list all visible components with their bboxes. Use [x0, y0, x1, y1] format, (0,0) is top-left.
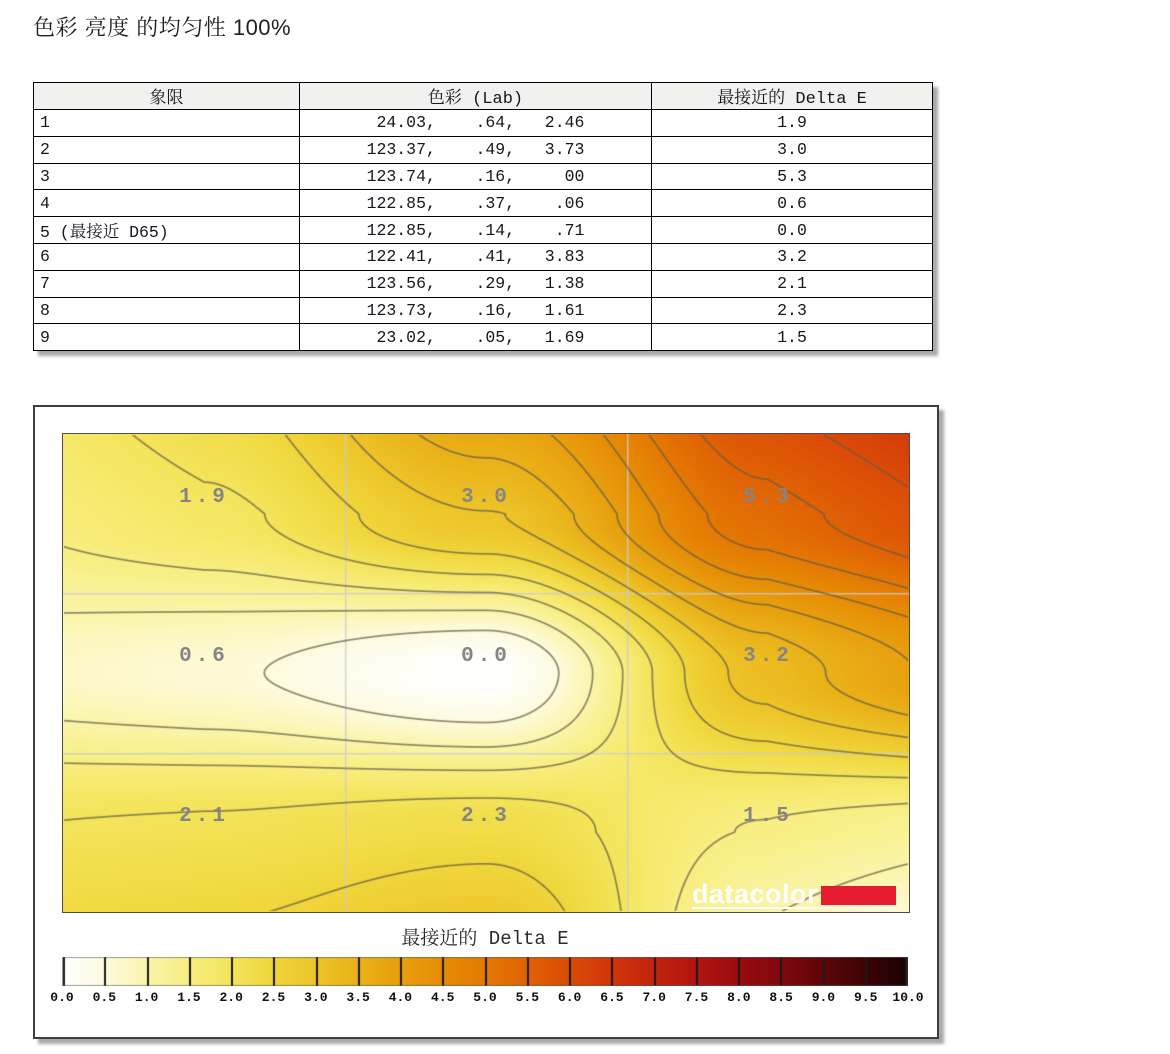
quadrant-cell: 6 — [34, 243, 300, 270]
contour-plot-area — [62, 433, 910, 913]
lab-cell: 122.41, .41, 3.83 — [300, 243, 652, 270]
colorbar-tick-label: 10.0 — [892, 990, 924, 1005]
contour-cell-label: 2.1 — [179, 805, 229, 828]
colorbar-tick-label: 2.0 — [219, 990, 243, 1005]
delta-e-cell: 0.0 — [652, 217, 933, 244]
contour-cell-label: 2.3 — [461, 805, 511, 828]
contour-cell-label: 0.0 — [461, 645, 511, 668]
datacolor-logo — [691, 878, 896, 909]
contour-cell-label: 1.5 — [743, 805, 793, 828]
uniformity-contour-panel — [33, 405, 939, 1039]
colorbar-tick-label: 5.0 — [473, 990, 497, 1005]
colorbar-tick-label: 7.0 — [642, 990, 666, 1005]
colorbar-tick-label: 0.5 — [92, 990, 116, 1005]
delta-e-cell: 1.9 — [652, 110, 933, 137]
table-header-row — [34, 83, 933, 110]
datacolor-logo-mark — [821, 886, 896, 905]
table-row — [34, 136, 933, 163]
colorbar-tick-label: 1.5 — [177, 990, 201, 1005]
lab-cell: 122.85, .14, .71 — [300, 217, 652, 244]
table-row — [34, 217, 933, 244]
colorbar-tick-label: 3.5 — [346, 990, 370, 1005]
colorbar-title: 最接近的 Delta E — [401, 928, 569, 950]
colorbar-tick-label: 8.5 — [769, 990, 793, 1005]
contour-cell-label: 0.6 — [179, 645, 229, 668]
lab-cell: 123.74, .16, 00 — [300, 163, 652, 190]
colorbar-tick-label: 4.0 — [388, 990, 413, 1005]
delta-e-cell: 1.5 — [652, 324, 933, 351]
colorbar-tick-label: 5.5 — [515, 990, 539, 1005]
quadrant-cell: 8 — [34, 297, 300, 324]
colorbar-tick-label: 9.5 — [853, 990, 878, 1005]
contour-cell-label: 3.2 — [743, 645, 793, 668]
colorbar-tick-label: 8.0 — [727, 990, 751, 1005]
delta-e-cell: 2.1 — [652, 270, 933, 297]
delta-e-cell: 5.3 — [652, 163, 933, 190]
lab-cell: 23.02, .05, 1.69 — [300, 324, 652, 351]
colorbar-tick-label: 9.0 — [811, 990, 836, 1005]
table-row — [34, 163, 933, 190]
colorbar-tick-label: 6.5 — [600, 990, 624, 1005]
colorbar-tick-label: 1.0 — [134, 990, 159, 1005]
quadrant-cell: 1 — [34, 110, 300, 137]
lab-cell: 123.56, .29, 1.38 — [300, 270, 652, 297]
quadrant-cell: 3 — [34, 163, 300, 190]
col-header-delta-e: 最接近的 Delta E — [652, 83, 933, 110]
delta-e-cell: 2.3 — [652, 297, 933, 324]
col-header-quadrant: 象限 — [34, 83, 300, 110]
colorbar-tick-label: 0.0 — [50, 990, 74, 1005]
col-header-lab: 色彩 (Lab) — [300, 83, 652, 110]
colorbar-tick-labels — [50, 990, 924, 1008]
contour-cell-label: 5.3 — [743, 486, 793, 509]
colorbar-gradient — [62, 957, 908, 986]
quadrant-cell: 4 — [34, 190, 300, 217]
delta-e-cell: 3.0 — [652, 136, 933, 163]
datacolor-logo-text: datacolor — [691, 878, 818, 909]
table-row — [34, 110, 933, 137]
table-row — [34, 270, 933, 297]
contour-cell-label: 1.9 — [179, 486, 229, 509]
page-title: 色彩 亮度 的均匀性 100% — [33, 15, 292, 40]
table-row — [34, 243, 933, 270]
colorbar-tick-label: 3.0 — [304, 990, 328, 1005]
lab-cell: 122.85, .37, .06 — [300, 190, 652, 217]
colorbar-tick-label: 7.5 — [684, 990, 709, 1005]
quadrant-cell: 2 — [34, 136, 300, 163]
delta-e-cell: 3.2 — [652, 243, 933, 270]
lab-cell: 123.73, .16, 1.61 — [300, 297, 652, 324]
colorbar-tick-label: 4.5 — [430, 990, 455, 1005]
contour-cell-label: 3.0 — [461, 486, 511, 509]
quadrant-cell: 9 — [34, 324, 300, 351]
table-row — [34, 190, 933, 217]
table-row — [34, 324, 933, 351]
delta-e-cell: 0.6 — [652, 190, 933, 217]
colorbar-tick-label: 6.0 — [557, 990, 582, 1005]
quadrant-cell: 7 — [34, 270, 300, 297]
colorbar-tick-label: 2.5 — [261, 990, 286, 1005]
lab-cell: 24.03, .64, 2.46 — [300, 110, 652, 137]
contour-cell-labels — [63, 434, 909, 912]
uniformity-table — [33, 82, 933, 351]
lab-cell: 123.37, .49, 3.73 — [300, 136, 652, 163]
table-row — [34, 297, 933, 324]
quadrant-cell: 5 (最接近 D65) — [34, 217, 300, 244]
